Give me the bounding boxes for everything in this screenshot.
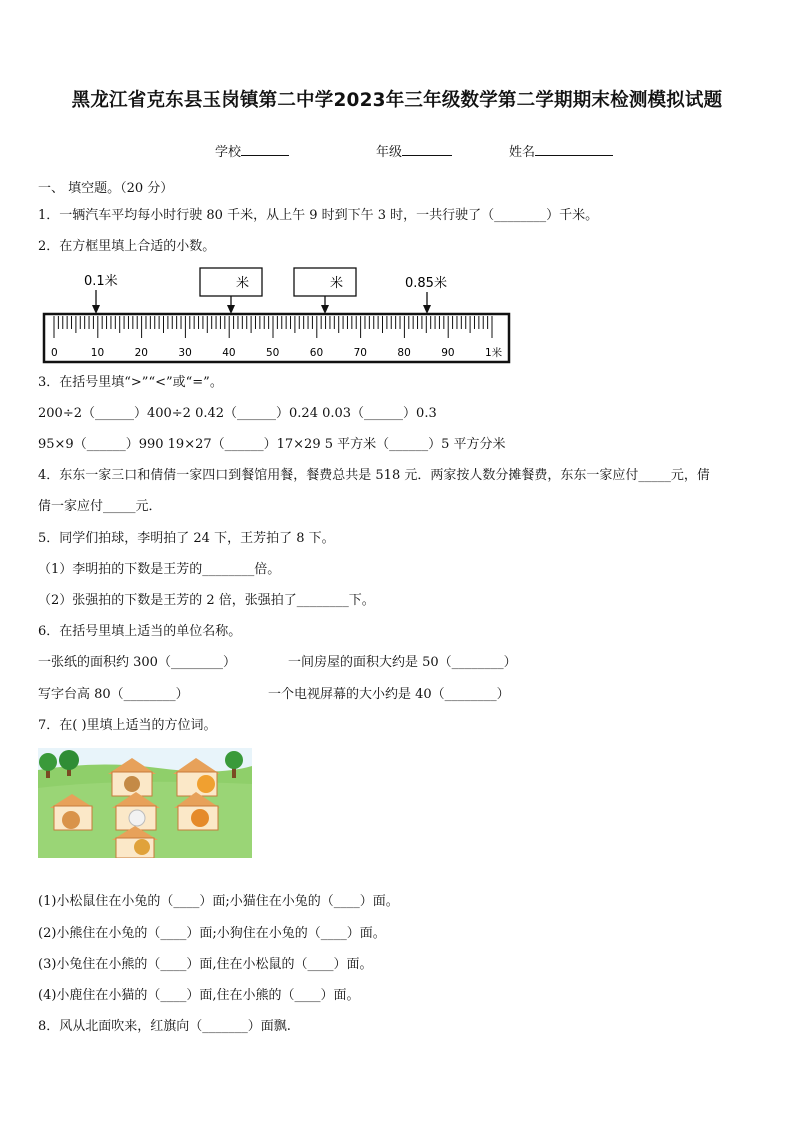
question-6: 6．在括号里填上适当的单位名称。	[38, 624, 242, 639]
grade-label: 年级	[376, 145, 403, 160]
question-5-part-1: （1）李明拍的下数是王芳的________倍。	[38, 562, 281, 577]
name-label: 姓名	[509, 145, 536, 160]
ruler-tick-label: 60	[309, 347, 324, 359]
answer-box-1[interactable]	[200, 268, 262, 296]
question-3-row-1: 200÷2（______）400÷2 0.42（______）0.24 0.03（______）0.3	[38, 406, 437, 421]
question-4-line-2: 倩一家应付_____元．	[38, 499, 162, 514]
school-field[interactable]	[215, 141, 289, 160]
name-field[interactable]	[509, 141, 613, 160]
question-7-part-2: (2)小熊住在小兔的（____）面;小狗住在小兔的（____）面。	[38, 926, 386, 941]
ruler-tick-label: 80	[397, 347, 411, 359]
box2-unit: 米	[330, 276, 344, 291]
school-label: 学校	[215, 145, 242, 160]
grade-field[interactable]	[376, 141, 452, 160]
ruler-tick-label: 20	[134, 347, 148, 359]
question-6-item-c: 写字台高 80（________）	[38, 687, 189, 702]
section-heading: 一、 填空题。（20 分）	[38, 181, 174, 196]
question-4-line-1: 4．东东一家三口和倩倩一家四口到餐馆用餐，餐费总共是 518 元．两家按人数分摊餐费，东东一家应付_____元，倩	[38, 468, 710, 483]
question-3: 3．在括号里填“>”“<”或“=”。	[38, 375, 223, 390]
animal-houses-illustration	[38, 748, 252, 858]
question-6-item-b: 一间房屋的面积大约是 50（________）	[288, 655, 517, 670]
question-1: 1．一辆汽车平均每小时行驶 80 千米，从上午 9 时到下午 3 时，一共行驶了（________）千米。	[38, 208, 599, 223]
question-5: 5．同学们拍球，李明拍了 24 下，王芳拍了 8 下。	[38, 531, 335, 546]
ruler-tick-label: 0	[51, 347, 58, 359]
ruler-figure	[40, 262, 515, 368]
page-title: 黑龙江省克东县玉岗镇第二中学2023年三年级数学第二学期期末检测模拟试题	[71, 90, 723, 111]
question-8: 8．风从北面吹来，红旗向（_______）面飘.	[38, 1019, 291, 1034]
ruler-tick-label: 90	[441, 347, 455, 359]
ruler-tick-label: 30	[178, 347, 192, 359]
ruler-tick-label: 40	[222, 347, 236, 359]
question-7-part-1: (1)小松鼠住在小兔的（____）面;小猫住在小兔的（____）面。	[38, 894, 399, 909]
question-7-part-4: (4)小鹿住在小猫的（____）面,住在小熊的（____）面。	[38, 988, 360, 1003]
question-6-item-d: 一个电视屏幕的大小约是 40（________）	[268, 687, 510, 702]
ruler-tick-label: 70	[353, 347, 367, 359]
answer-box-2[interactable]	[294, 268, 356, 296]
ruler-label-left: 0.1米	[84, 274, 118, 289]
ruler-tick-label: 1米	[485, 347, 503, 359]
question-2: 2．在方框里填上合适的小数。	[38, 239, 216, 254]
ruler-tick-label: 50	[266, 347, 280, 359]
ruler-tick-label: 10	[90, 347, 105, 359]
question-3-row-2: 95×9（______）990 19×27（______）17×29 5 平方米（______）5 平方分米	[38, 437, 506, 452]
question-7: 7．在( )里填上适当的方位词。	[38, 718, 217, 733]
question-6-item-a: 一张纸的面积约 300（________）	[38, 655, 236, 670]
question-7-part-3: (3)小兔住在小熊的（____）面,住在小松鼠的（____）面。	[38, 957, 373, 972]
ruler-label-right: 0.85米	[405, 276, 447, 291]
question-5-part-2: （2）张强拍的下数是王芳的 2 倍，张强拍了________下。	[38, 593, 375, 608]
box1-unit: 米	[236, 276, 250, 291]
